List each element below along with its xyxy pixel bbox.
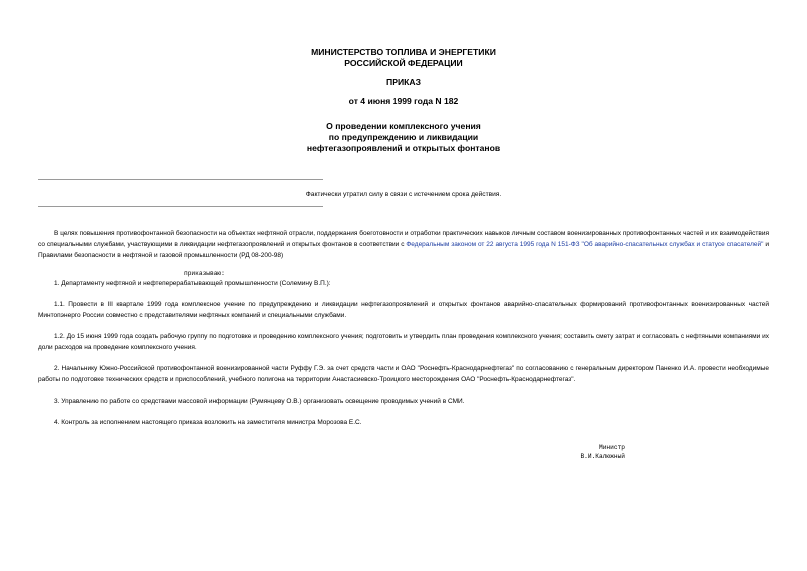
order-item-1: 1. Департаменту нефтяной и нефтеперерабатывающей промышленности (Солемину В.П.): [54,280,331,287]
preamble [38,229,769,261]
federal-law-link[interactable]: Федеральным законом от 22 августа 1995 года N 151-ФЗ "Об аварийно-спасательных службах и статусе спасателей" [406,240,764,248]
document-header [0,47,807,162]
preamble-text: В целях повышения противофонтанной безопасности на объектах нефтяной отрасли, поддержания боеготовности и отработки практических навыков личным составом военизированных противофонтанных частей и их взаимодействия со специальными службами, участвующими в ликвидации нефтегазопроявлений и открытых фонтанов в соответствии с [38,230,769,248]
order-item-4: 4. Контроль за исполнением настоящего приказа возложить на заместителя министра Морозова Е.С. [54,418,362,426]
signatory-position: Министр [599,444,625,451]
document-type: ПРИКАЗ [386,77,421,87]
status-note: Фактически утратил силу в связи с истечением срока действия. [305,191,502,198]
order-item-1-1: 1.1. Провести в III квартале 1999 года комплексное учение по предупреждению и ликвидации нефтегазопроявлений и открытых фонтанов аварийно-спасательных формирований противофонтанных военизированных частей Минтопэнерго России совместно с представителями нефтяных компаний и специальными службами. [38,301,769,320]
order-word: приказываю: [184,270,225,277]
status-divider-bottom [38,206,323,207]
signatory-name: В.И.Калюжный [580,453,625,460]
document-date-number: от 4 июня 1999 года N 182 [348,96,459,106]
issuing-authority [0,47,807,69]
status-divider-top [38,179,323,180]
title-line-3: нефтегазопроявлений и открытых фонтанов [306,143,501,153]
title-line-2: по предупреждению и ликвидации [328,132,479,142]
preamble-text-end: и Правилами безопасности в нефтяной и газовой промышленности (РД 08-200-98) [38,240,769,259]
document-body [38,229,769,261]
ministry-line-1: МИНИСТЕРСТВО ТОПЛИВА И ЭНЕРГЕТИКИ [311,47,496,57]
title-line-1: О проведении комплексного учения [326,121,481,131]
order-item-3: 3. Управлению по работе со средствами массовой информации (Румянцеву О.В.) организовать освещение проводимых учений в СМИ. [54,397,465,405]
ministry-line-2: РОССИЙСКОЙ ФЕДЕРАЦИИ [344,58,463,68]
order-items [38,279,769,429]
document-title [0,121,807,154]
signature-block [560,443,625,461]
order-item-2: 2. Начальнику Южно-Российской противофонтанной военизированной части Руффу Г.Э. за счет средств части и ОАО "Роснефть-Краснодарнефтегаз" по согласованию с генеральным директором Паненко И.А. провести необходимые работы по подготовке технических средств и приспособлений, учебного полигона на территории Анастасиевско-Троицкого месторождения ОАО "Роснефть-Краснодарнефтегаз". [38,365,769,384]
order-item-1-2: 1.2. До 15 июня 1999 года создать рабочую группу по подготовке и проведению комплексного учения; подготовить и утвердить план проведения комплексного учения; составить смету затрат и согласовать с нефтяными компаниями их доли расходов на проведение комплексного учения. [38,333,769,352]
